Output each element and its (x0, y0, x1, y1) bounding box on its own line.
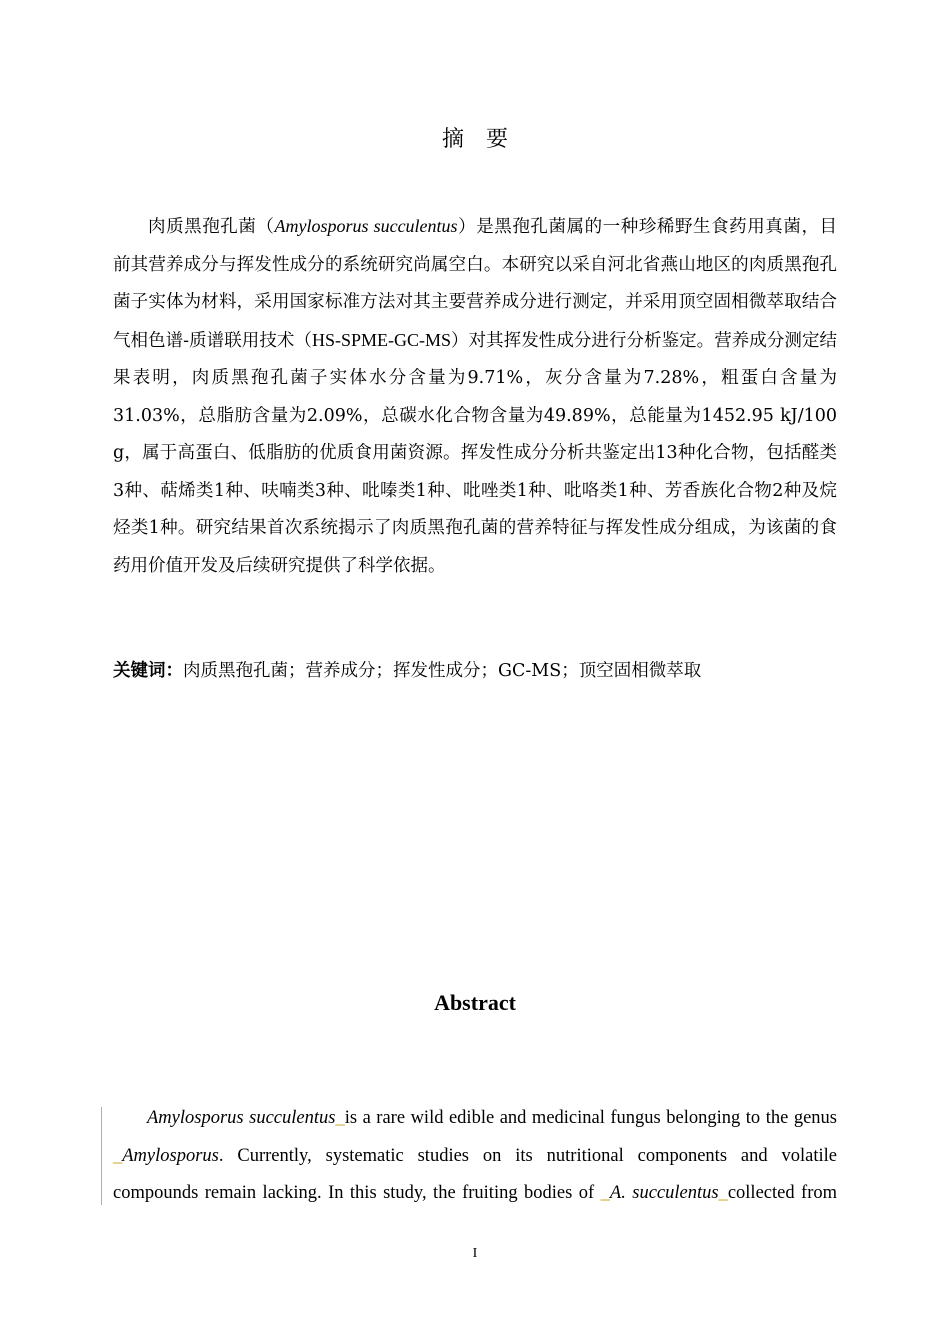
abstract-title-char-2: 要 (486, 127, 509, 152)
keywords-terms: 肉质黑孢孔菌；营养成分；挥发性成分；GC-MS；顶空固相微萃取 (183, 661, 702, 681)
abstract-paragraph-cn (113, 208, 837, 585)
abstract-cn-text-1: 肉质黑孢孔菌（ (148, 217, 275, 237)
revision-change-bar (101, 1107, 102, 1205)
abstract-en-text-1: is a rare wild edible and medicinal fungus belonging to the genus (344, 1108, 837, 1128)
abstract-body-en (113, 1100, 837, 1213)
abstract-title-en: Abstract (434, 990, 516, 1015)
field-separator-3: _ (600, 1183, 610, 1203)
species-name-en: Amylosporus succulentus (147, 1108, 336, 1128)
species-short-en: A. succulentus (609, 1183, 719, 1203)
field-separator-1: _ (335, 1108, 345, 1128)
abstract-title-cn (0, 124, 950, 156)
abstract-cn-text-3: ）对其挥发性成分进行分析鉴定。营养成分测定结果表明，肉质黑孢孔菌子实体水分含量为9.71%，灰分含量为7.28%，粗蛋白含量为31.03%，总脂肪含量为2.09%，总碳水化合物含量为49.89%，总能量为1452.95 kJ/100 g，属于高蛋白、低脂肪的优质食用菌资源。挥发性成分分析共鉴定出13种化合物，包括醛类3种、萜烯类1种、呋喃类3种、吡嗪类1种、吡唑类1种、吡咯类1种、芳香族化合物2种及烷烃类1种。研究结果首次系统揭示了肉质黑孢孔菌的营养特征与挥发性成分组成，为该菌的食药用价值开发及后续研究提供了科学依据。 (113, 330, 837, 576)
abstract-paragraph-en (113, 1100, 837, 1213)
genus-name-en: Amylosporus (122, 1145, 219, 1166)
species-name-italic: Amylosporus succulentus (274, 216, 458, 236)
abstract-en-text-3: collected from (727, 1183, 837, 1203)
field-separator-2: _ (113, 1145, 123, 1166)
method-abbreviation: HS-SPME-GC-MS (311, 329, 451, 350)
abstract-body-cn (113, 208, 837, 585)
abstract-title-char-1: 摘 (441, 127, 464, 152)
page-number: I (472, 1246, 478, 1261)
field-separator-4: _ (718, 1183, 728, 1203)
abstract-en-text-2: . Currently, systematic studies on its nutritional components and volatile compounds remain lacking. In this study, the fruiting bodies of (113, 1145, 837, 1203)
keywords-line (113, 653, 837, 690)
keywords-label: 关键词： (113, 661, 183, 681)
abstract-cn-text-2: ）是黑孢孔菌属的一种珍稀野生食药用真菌，目前其营养成分与挥发性成分的系统研究尚属空白。本研究以采自河北省燕山地区的肉质黑孢孔菌子实体为材料，采用国家标准方法对其主要营养成分进行测定，并采用顶空固相微萃取结合气相色谱-质谱联用技术（ (113, 217, 838, 351)
